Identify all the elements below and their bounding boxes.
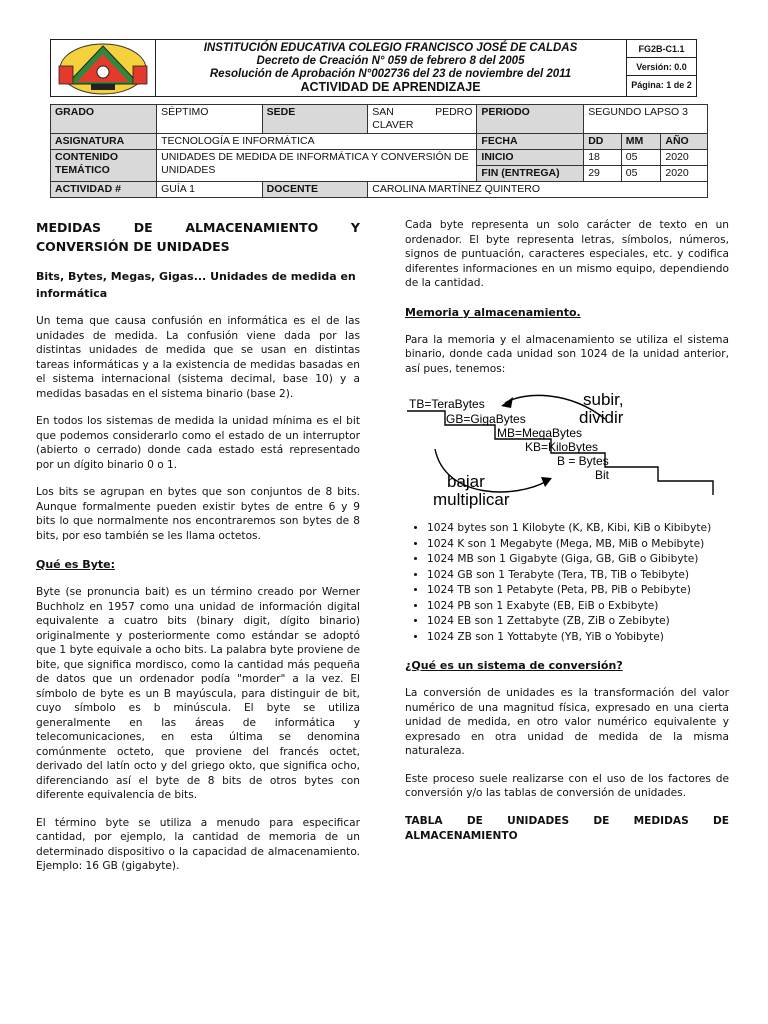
table-heading: TABLA DE UNIDADES DE MEDIDAS DE ALMACENAMIENTO [405, 814, 729, 842]
document-code: FG2B-C1.1 [627, 40, 696, 58]
left-column [36, 218, 360, 887]
kb-label: KB=KiloBytes [525, 440, 599, 454]
list-item: • 1024 PB son 1 Exabyte (EB, EiB o Exbibyte) [427, 599, 729, 615]
institution-name: INSTITUCIÓN EDUCATIVA COLEGIO FRANCISCO JOSÉ DE CALDAS [203, 42, 578, 54]
paragraph: Un tema que causa confusión en informática es el de las unidades de medida. La confusión viene dada por las distintas unidades de medida que se usan en distintas tareas informáticas y a la existencia de medidas basadas en el sistema internacional (sistema decimal, base 10) y a medidas basadas en el sistema binario (base 2). [36, 315, 360, 400]
inicio-ano: 2020 [661, 150, 708, 166]
sede-label: SEDE [262, 105, 368, 134]
fin-label: FIN (ENTREGA) [477, 166, 584, 182]
table-row [51, 134, 708, 150]
byte-label: B = Bytes [557, 454, 609, 468]
byte-heading: Qué es Byte: [36, 558, 115, 571]
inicio-label: INICIO [477, 150, 584, 166]
fin-dd: 29 [584, 166, 622, 182]
dividir-label: dividir [579, 408, 624, 427]
fin-ano: 2020 [661, 166, 708, 182]
document-version: Versión: 0.0 [627, 58, 696, 76]
paragraph: La conversión de unidades es la transformación del valor numérico de una magnitud física, expresado en una cierta unidad de medida, en otro valor numérico equivalente y expresado en otra unidad de medida de la misma naturaleza. [405, 687, 729, 757]
section-subtitle: Bits, Bytes, Megas, Gigas... Unidades de medida en informática [36, 270, 356, 300]
activity-info-table [50, 104, 708, 198]
docente-value: CAROLINA MARTÍNEZ QUINTERO [368, 182, 708, 198]
docente-label: DOCENTE [262, 182, 368, 198]
paragraph: Los bits se agrupan en bytes que son conjuntos de 8 bits. Aunque formalmente pueden existir bytes de entre 6 y 9 bits lo que normalmente nos encontraremos son bytes de 8 bits, por eso también se les llama octetos. [36, 486, 360, 542]
subir-label: subir, [583, 390, 624, 409]
memory-heading: Memoria y almacenamiento. [405, 305, 581, 319]
grado-label: GRADO [51, 105, 157, 134]
dd-label: DD [584, 134, 622, 150]
grado-value: SÉPTIMO [157, 105, 262, 134]
list-item: • 1024 EB son 1 Zettabyte (ZB, ZiB o Zebibyte) [427, 614, 729, 630]
list-item: • 1024 ZB son 1 Yottabyte (YB, YiB o Yobibyte) [427, 630, 729, 646]
creation-decree: Decreto de Creación N° 059 de febrero 8 del 2005 [256, 55, 525, 67]
list-item: • 1024 K son 1 Megabyte (Mega, MB, MiB o Mebibyte) [427, 537, 729, 553]
paragraph: El término byte se utiliza a menudo para especificar cantidad, por ejemplo, la cantidad de memoria de un determinado dispositivo o la capacidad de almacenamiento. Ejemplo: 16 GB (gigabyte). [36, 816, 360, 872]
inicio-mm: 05 [621, 150, 661, 166]
actividad-value: GUÍA 1 [157, 182, 262, 198]
mm-label: MM [621, 134, 661, 150]
document-code-box [627, 40, 696, 96]
table-row [51, 182, 708, 198]
fecha-label: FECHA [477, 134, 584, 150]
table-row [51, 150, 708, 166]
paragraph: Byte (se pronuncia bait) es un término creado por Werner Buchholz en 1957 como una unidad de información digital equivalente a cuatro bits (binary digit, dígito binario) originalmente y posteriormente como estándar se adoptó que 1 byte equivale a ocho bits. La palabra byte proviene de bite, que significa mordisco, como la cantidad más pequeña de datos que un ordenador podía "morder" a la vez. El símbolo de byte es un B mayúscula, para distinguir de bit, cuyo símbolo es b minúscula. El byte se utiliza generalmente en las áreas de informática y telecomunicaciones, en esta última se denomina comúnmente octeto, que proviene del francés octet, derivado del latín octo y del griego okto, que significa ocho, diferenciando así el byte de 8 bits de otros bytes con diferente equivalencia de bits. [36, 586, 360, 801]
gb-label: GB=GigaBytes [446, 412, 526, 426]
right-column [405, 218, 729, 856]
contenido-value: UNIDADES DE MEDIDA DE INFORMÁTICA Y CONVERSIÓN DE UNIDADES [157, 150, 477, 182]
periodo-label: PERIODO [477, 105, 584, 134]
down-arrowhead-icon [541, 477, 552, 487]
mb-label: MB=MegaBytes [497, 426, 583, 440]
list-item: • 1024 bytes son 1 Kilobyte (K, KB, Kibi, KiB o Kibibyte) [427, 521, 729, 537]
main-title: MEDIDAS DE ALMACENAMIENTO Y CONVERSIÓN DE UNIDADES [36, 220, 360, 254]
paragraph: Este proceso suele realizarse con el uso de los factores de conversión y/o las tablas de conversión de unidades. [405, 772, 729, 799]
paragraph: Cada byte representa un solo carácter de texto en un ordenador. El byte representa letras, símbolos, números, signos de puntuación, caracteres especiales, etc. y codifica diferentes informaciones en un mismo equipo, dependiendo de la cantidad. [405, 219, 729, 289]
approval-resolution: Resolución de Aprobación N°002736 del 23 de noviembre del 2011 [209, 68, 572, 80]
bajar-label: bajar [447, 472, 485, 491]
paragraph: En todos los sistemas de medida la unidad mínima es el bit que podemos considerarlo como el estado de un interruptor (abierto o cerrado) donde cada estado está representado por un dígito binario 0 o 1. [36, 415, 360, 471]
up-arrowhead-icon [501, 397, 513, 408]
asignatura-label: ASIGNATURA [51, 134, 157, 150]
periodo-value: SEGUNDO LAPSO 3 [584, 105, 708, 134]
school-logo [51, 40, 156, 96]
ano-label: AÑO [661, 134, 708, 150]
contenido-label: CONTENIDO TEMÁTICO [51, 150, 157, 182]
list-item: • 1024 TB son 1 Petabyte (Peta, PB, PiB o Pebibyte) [427, 583, 729, 599]
list-item: • 1024 GB son 1 Terabyte (Tera, TB, TiB o Tebibyte) [427, 568, 729, 584]
bit-label: Bit [595, 468, 610, 482]
inicio-dd: 18 [584, 150, 622, 166]
list-item: • 1024 MB son 1 Gigabyte (Giga, GB, GiB o Gibibyte) [427, 552, 729, 568]
multiplicar-label: multiplicar [433, 490, 510, 509]
sede-value: SAN PEDRO CLAVER [368, 105, 477, 134]
document-header [50, 39, 697, 97]
asignatura-value: TECNOLOGÍA E INFORMÁTICA [157, 134, 477, 150]
activity-title: ACTIVIDAD DE APRENDIZAJE [300, 80, 481, 94]
unit-equivalence-list [405, 521, 729, 645]
table-row [51, 105, 708, 134]
storage-units-staircase-diagram [405, 389, 735, 509]
page-number: Página: 1 de 2 [631, 80, 692, 90]
conversion-heading: ¿Qué es un sistema de conversión? [405, 659, 623, 672]
paragraph: Para la memoria y el almacenamiento se utiliza el sistema binario, donde cada unidad son 1024 de la unidad anterior, así pues, tenemos: [405, 333, 729, 375]
tb-label: TB=TeraBytes [409, 397, 485, 411]
fin-mm: 05 [621, 166, 661, 182]
actividad-label: ACTIVIDAD # [51, 182, 157, 198]
school-seal-icon [51, 40, 155, 96]
institution-heading [155, 40, 627, 96]
